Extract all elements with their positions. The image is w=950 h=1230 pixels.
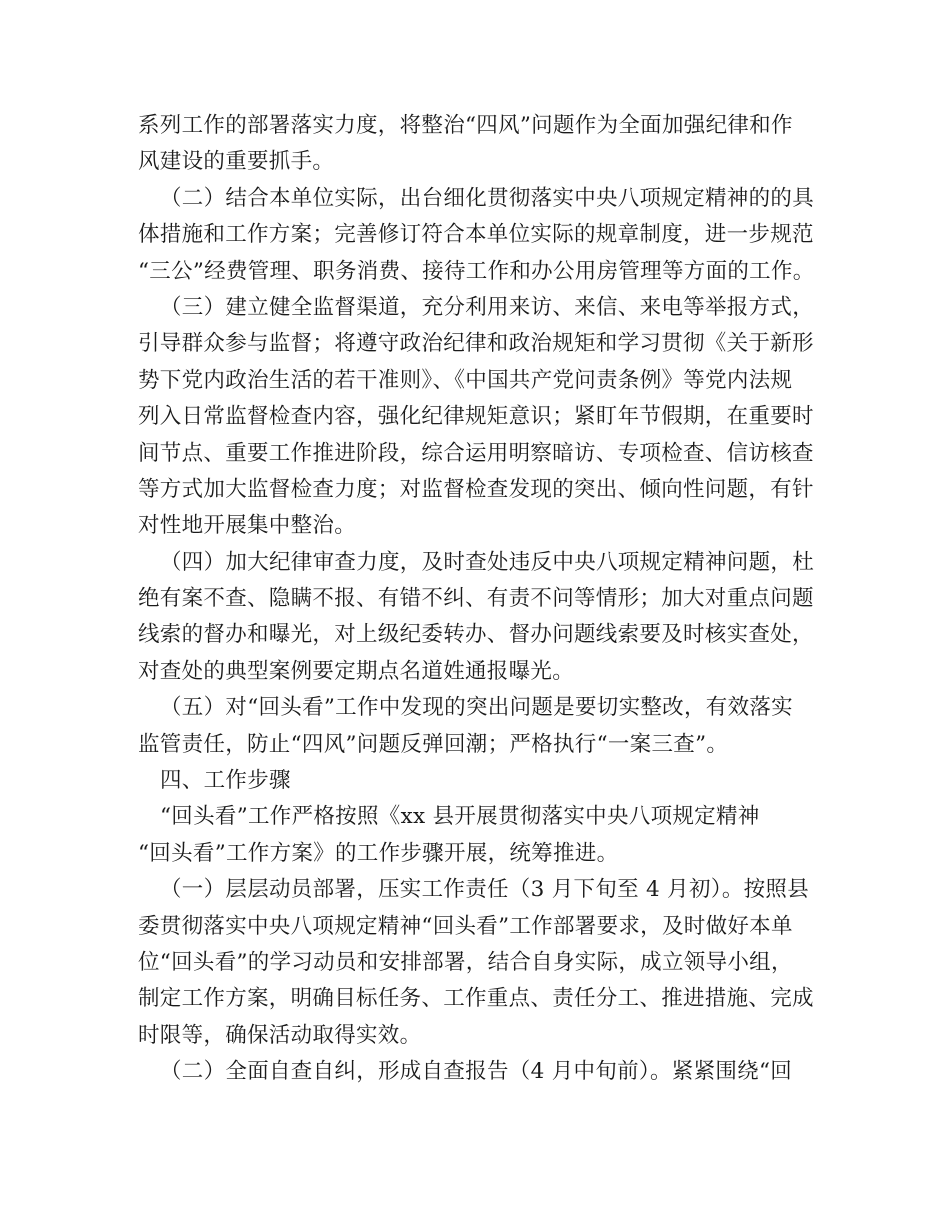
text-line: “三公”经费管理、职务消费、接待工作和办公用房管理等方面的工作。 — [138, 258, 815, 284]
text-line: 位“回头看”的学习动员和安排部署，结合自身实际，成立领导小组， — [138, 949, 793, 975]
text-line: 委贯彻落实中央八项规定精神“回头看”工作部署要求，及时做好本单 — [138, 913, 793, 939]
text-line: 监管责任，防止“四风”问题反弹回潮；严格执行“一案三查”。 — [138, 731, 729, 757]
paragraph-line: （四）加大纪律审查力度，及时查处违反中央八项规定精神问题，杜 — [160, 549, 815, 575]
document-body — [138, 108, 828, 1091]
text-line: 风建设的重要抓手。 — [138, 149, 335, 175]
text-line: 时限等，确保活动取得实效。 — [138, 1022, 422, 1048]
text-line: 对查处的典型案例要定期点名道姓通报曝光。 — [138, 658, 575, 684]
text-line: 等方式加大监督检查力度；对监督检查发现的突出、倾向性问题，有针 — [138, 476, 814, 502]
section-heading: 四、工作步骤 — [160, 768, 291, 794]
paragraph-line: （二）全面自查自纠，形成自查报告（4 月中旬前）。紧紧围绕“回 — [160, 1059, 793, 1085]
paragraph-line: （二）结合本单位实际，出台细化贯彻落实中央八项规定精神的的具 — [160, 185, 815, 211]
paragraph-line: （一）层层动员部署，压实工作责任（3 月下旬至 4 月初）。按照县 — [160, 877, 810, 903]
text-line: 引导群众参与监督；将遵守政治纪律和政治规矩和学习贯彻《关于新形 — [138, 331, 814, 357]
text-line: 制定工作方案，明确目标任务、工作重点、责任分工、推进措施、完成 — [138, 986, 814, 1012]
text-line: 列入日常监督检查内容，强化纪律规矩意识；紧盯年节假期，在重要时 — [138, 404, 814, 430]
paragraph-line: （三）建立健全监督渠道，充分利用来访、来信、来电等举报方式， — [160, 294, 815, 320]
text-line: 势下党内政治生活的若干准则》、《中国共产党问责条例》等党内法规 — [138, 367, 793, 393]
text-line: 对性地开展集中整治。 — [138, 513, 357, 539]
text-line: “回头看”工作方案》的工作步骤开展，统筹推进。 — [138, 840, 619, 866]
text-line: 绝有案不查、隐瞒不报、有错不纠、有责不问等情形；加大对重点问题 — [138, 586, 814, 612]
text-line: 系列工作的部署落实力度，将整治“四风”问题作为全面加强纪律和作 — [138, 113, 793, 138]
text-line: 线索的督办和曝光，对上级纪委转办、督办问题线索要及时核实查处， — [138, 622, 814, 648]
paragraph-line: “回头看”工作严格按照《xx 县开展贯彻落实中央八项规定精神 — [160, 804, 760, 830]
text-line: 间节点、重要工作推进阶段，综合运用明察暗访、专项检查、信访核查 — [138, 440, 814, 466]
text-line: 体措施和工作方案；完善修订符合本单位实际的规章制度，进一步规范 — [138, 222, 814, 248]
paragraph-line: （五）对“回头看”工作中发现的突出问题是要切实整改，有效落实 — [160, 695, 793, 721]
